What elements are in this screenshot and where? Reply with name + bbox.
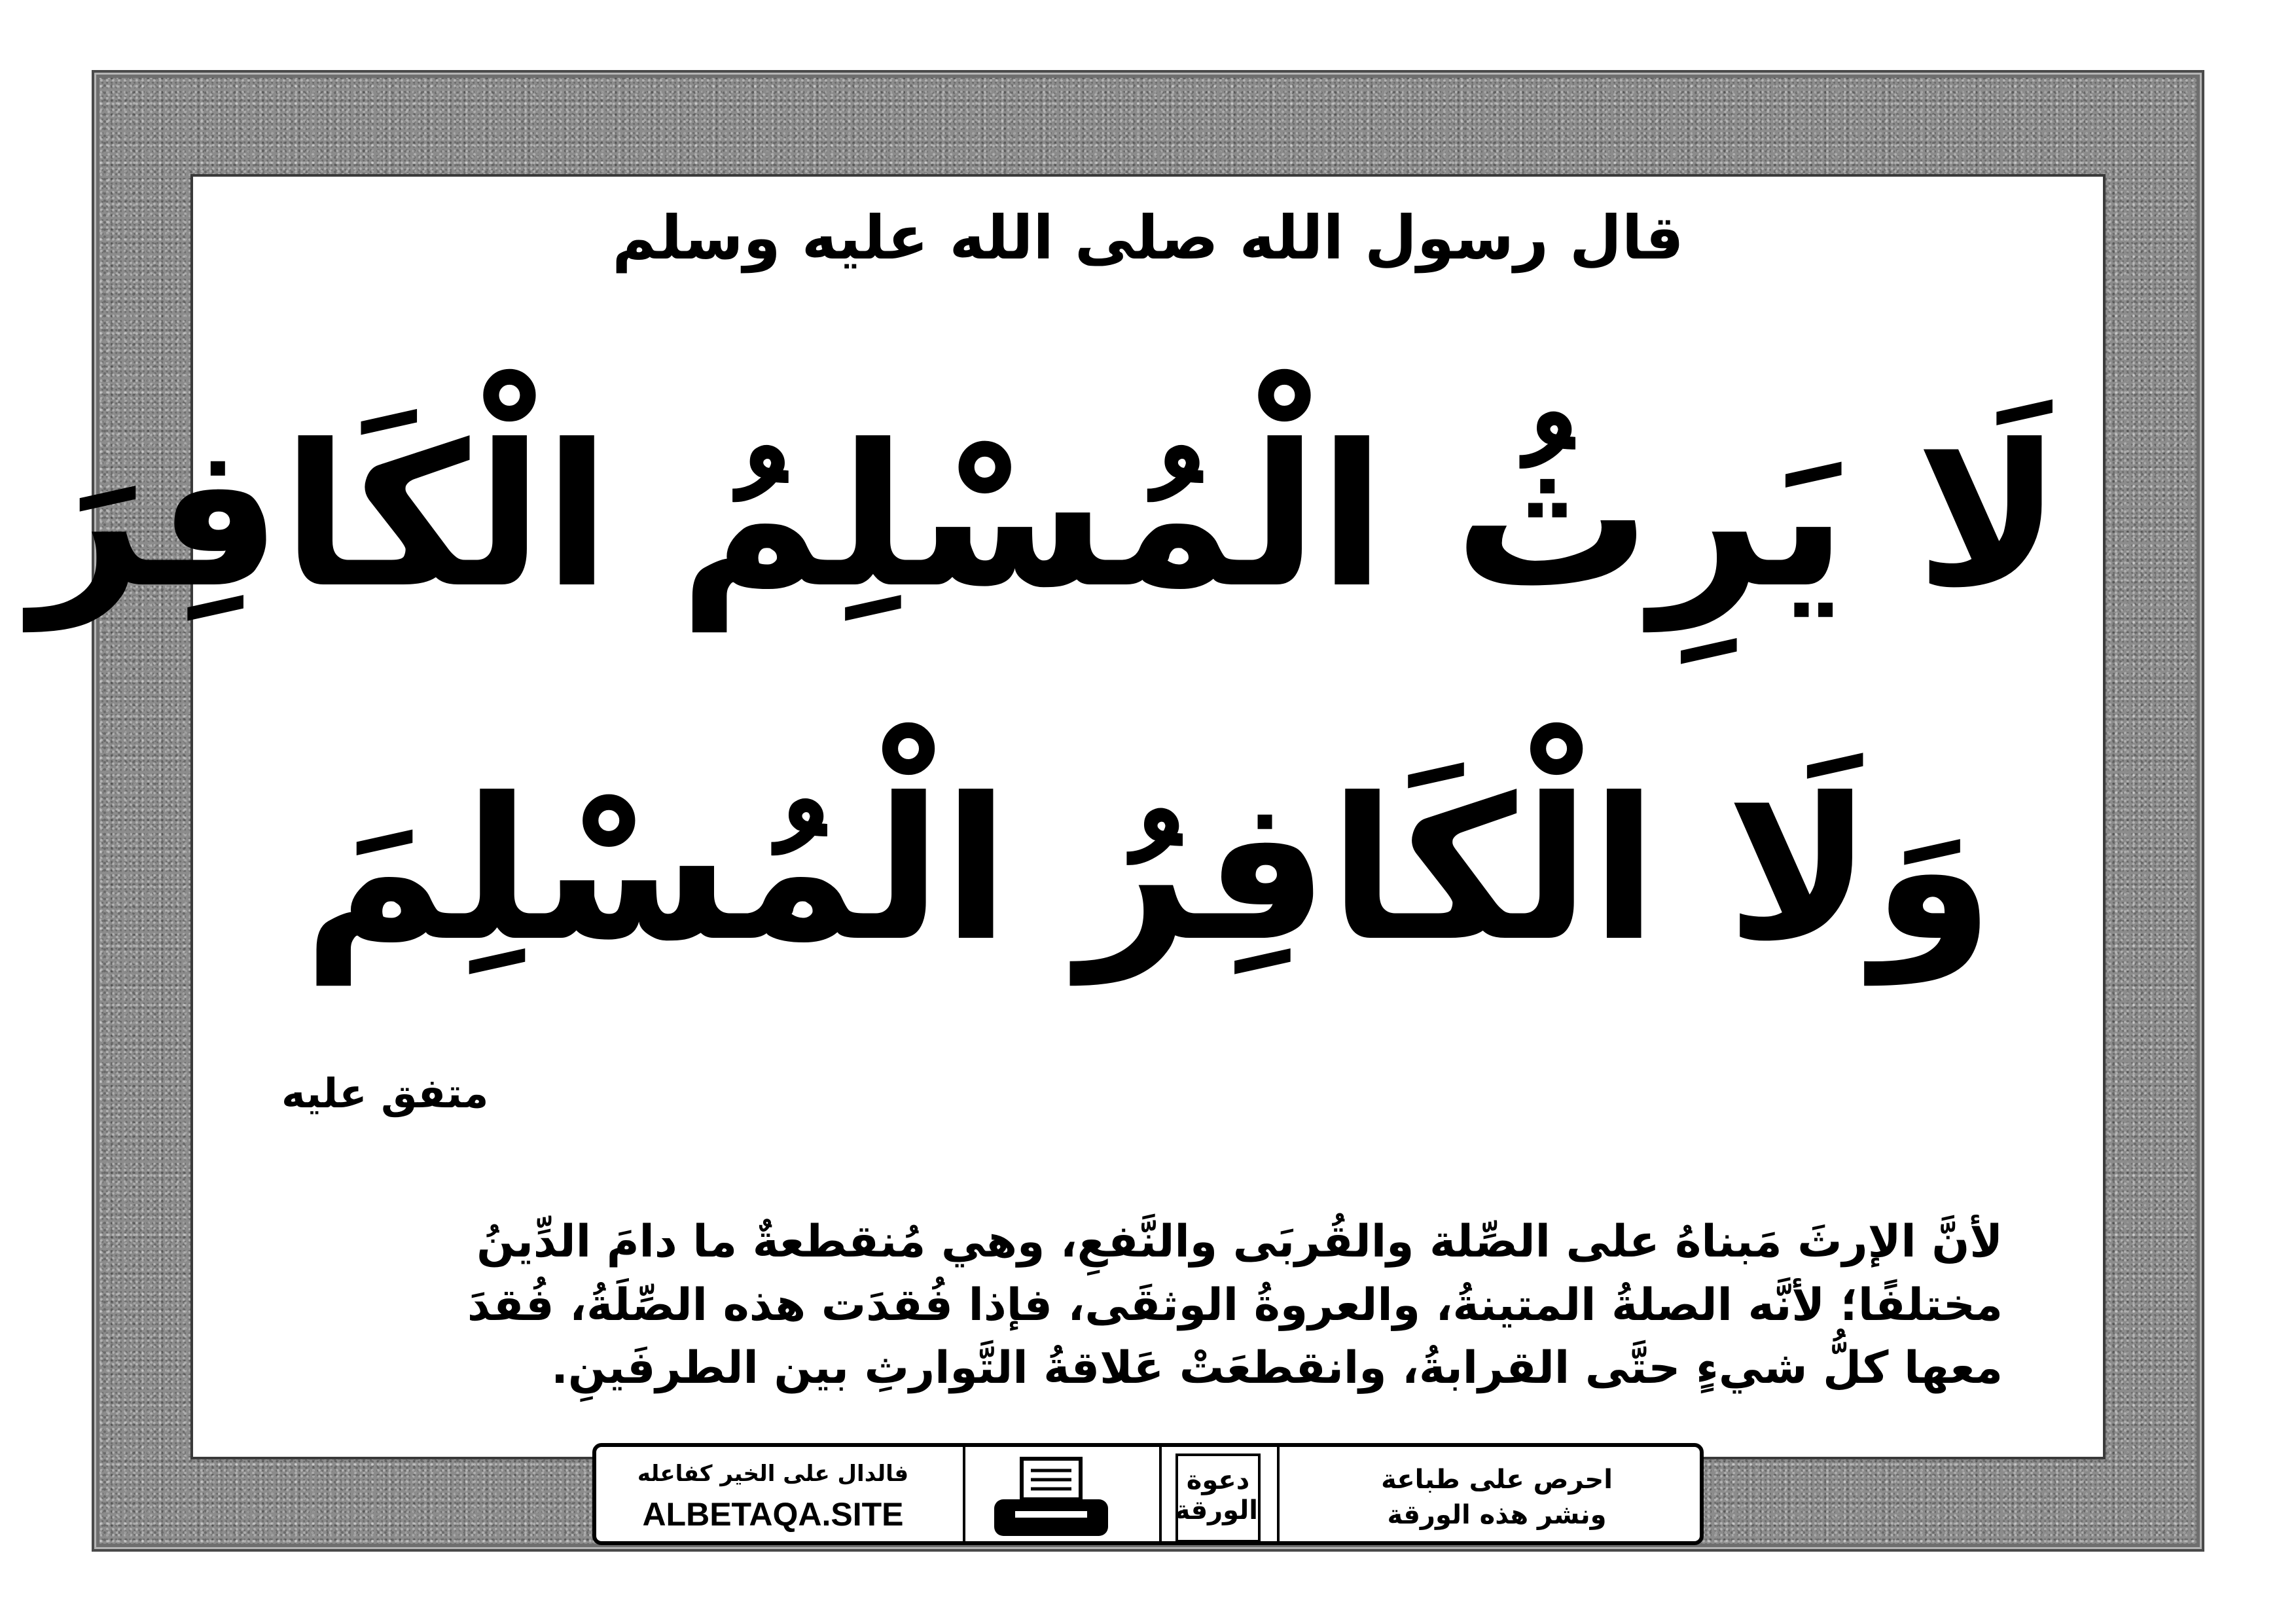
hadith-line-1: لَا يَرِثُ الْمُسْلِمُ الْكَافِرَ <box>31 402 2062 631</box>
albetaqa-logo <box>1175 1454 1261 1543</box>
hadith-source: متفق عليه <box>281 1069 489 1117</box>
logo-line-1: دعوة <box>1186 1465 1250 1495</box>
printer-icon <box>989 1456 1113 1540</box>
site-link[interactable]: ALBETAQA.SITE <box>642 1496 904 1533</box>
logo-line-2: الورقة <box>1174 1495 1258 1525</box>
footer-print-note-1: احرص على طباعة <box>1381 1465 1613 1495</box>
hadith-line-2: وَلَا الْكَافِرُ الْمُسْلِمَ <box>303 756 1994 984</box>
footer-divider-3 <box>1277 1447 1280 1541</box>
intro-line: قال رسول الله صلى الله عليه وسلم <box>612 203 1684 273</box>
footer-bar <box>592 1443 1704 1545</box>
explanation-line-1: لأنَّ الإرثَ مَبناهُ على الصِّلة والقُربَى والنَّفعِ، وهي مُنقطعةٌ ما دامَ الدِّينُ <box>476 1216 2003 1268</box>
explanation-paragraph <box>367 1211 2003 1400</box>
footer-print-note-2: ونشر هذه الورقة <box>1387 1500 1607 1530</box>
footer-divider-2 <box>1159 1447 1162 1541</box>
footer-motto: فالدال على الخير كفاعله <box>637 1461 909 1487</box>
explanation-line-2: مختلفًا؛ لأنَّه الصلةُ المتينةُ، والعروةُ الوثقَى، فإذا فُقدَت هذه الصِّلَةُ، فُقدَ <box>467 1279 2003 1331</box>
explanation-line-3: معها كلُّ شيءٍ حتَّى القرابةُ، وانقطعَتْ عَلاقةُ التَّوارثِ بين الطرفَينِ. <box>551 1342 2003 1395</box>
footer-divider-1 <box>963 1447 965 1541</box>
